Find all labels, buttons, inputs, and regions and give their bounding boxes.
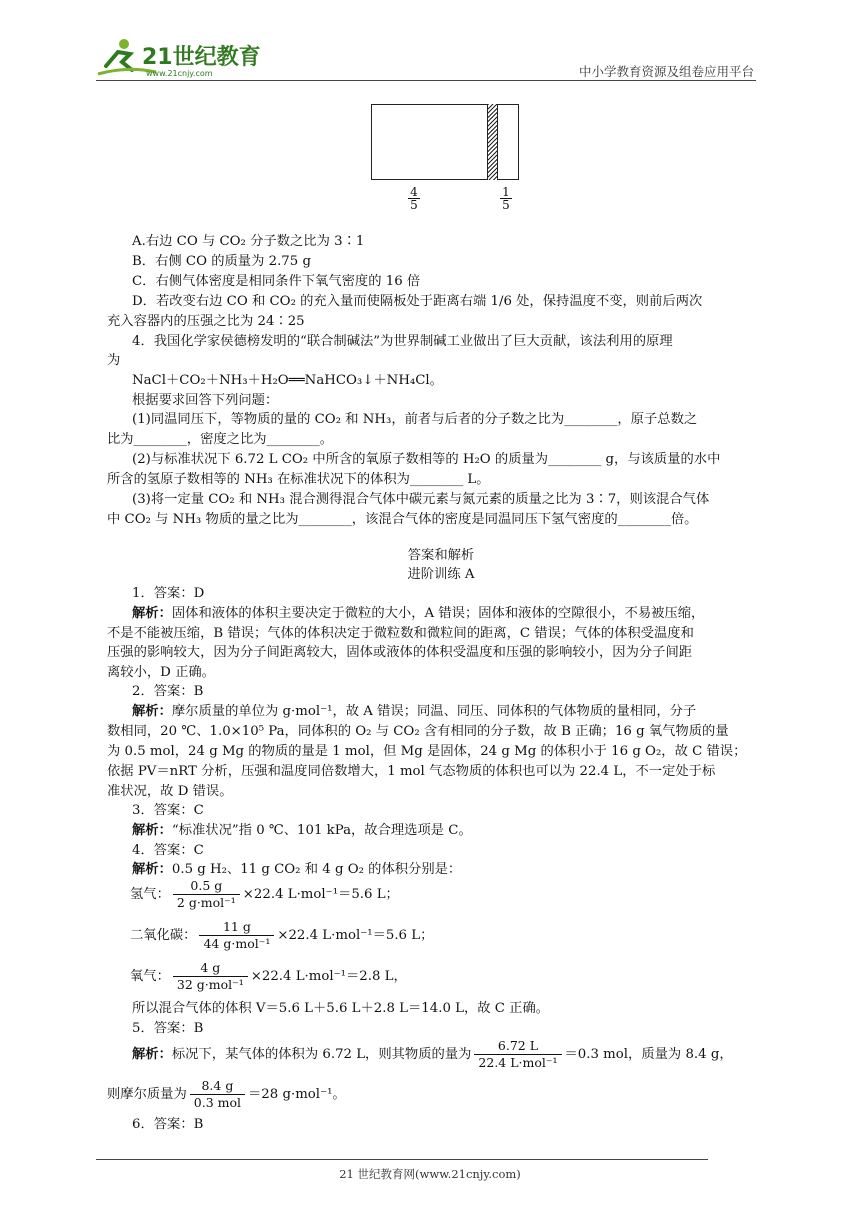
explain-5-l2: 则摩尔质量为 8.4 g 0.3 mol ＝28 g·mol⁻¹。 [107, 1078, 346, 1110]
option-b: B．右侧 CO 的质量为 2.75 g [132, 254, 311, 269]
partition-plate [487, 104, 498, 180]
option-d-cont: 充入容器内的压强之比为 24∶25 [107, 314, 305, 329]
option-c: C．右侧气体密度是相同条件下氧气密度的 16 倍 [132, 274, 421, 289]
formula-hydrogen: 氢气： 0.5 g 2 g·mol⁻¹ ×22.4 L·mol⁻¹＝5.6 L； [130, 878, 399, 910]
q4-part3: (3)将一定量 CO₂ 和 NH₃ 混合测得混合气体中碳元素与氮元素的质量之比为 3∶7，则该混合气体 [132, 492, 710, 507]
q4-stem: 4．我国化学家侯德榜发明的“联合制碱法”为世界制碱工业做出了巨大贡献，该法利用的原理 [132, 334, 673, 349]
q4-part1-cont: 比为________，密度之比为________。 [107, 432, 334, 447]
logo [96, 36, 266, 80]
answer-5: 5．答案：B [132, 1021, 204, 1036]
option-d: D．若改变右边 CO 和 CO₂ 的充入量而使隔板处于距离右端 1/6 处，保持温度不变，则前后两次 [132, 294, 703, 309]
explain-4: 解析：0.5 g H₂、11 g CO₂ 和 4 g O₂ 的体积分别是： [132, 862, 462, 877]
answer-6: 6．答案：B [132, 1117, 204, 1132]
explain-4-sum: 所以混合气体的体积 V＝5.6 L＋5.6 L＋2.8 L＝14.0 L，故 C 正确。 [132, 1001, 550, 1016]
answer-1: 1．答案：D [132, 586, 205, 601]
explain-2-l2: 数相同，20 ℃、1.0×10⁵ Pa，同体积的 O₂ 与 CO₂ 含有相同的分子数，故 B 正确；16 g 氧气物质的量 [107, 724, 729, 739]
left-fraction-label: $\frac{4}{5}$ [408, 186, 420, 211]
explain-2-l3: 为 0.5 mol，24 g Mg 的物质的量是 1 mol，但 Mg 是固体，24 g Mg 的体积小于 16 g O₂，故 C 错误； [107, 744, 747, 759]
explain-1-l2: 不是不能被压缩，B 错误；气体的体积决定于微粒数和微粒间的距离，C 错误；气体的体积受温度和 [107, 626, 694, 641]
footer-text: 21 世纪教育网(www.21cnjy.com) [339, 1167, 521, 1181]
q4-equation: NaCl＋CO₂＋NH₃＋H₂O══NaHCO₃↓＋NH₄Cl。 [132, 373, 443, 388]
q4-part1: (1)同温同压下，等物质的量的 CO₂ 和 NH₃，前者与后者的分子数之比为________，原子总数之 [132, 412, 698, 427]
runner-logo-icon [96, 36, 266, 80]
explain-1-l3: 压强的影响较大，因为分子间距离较大，固体或液体的体积受温度和压强的影响较小，因为分子间距 [107, 645, 693, 660]
logo-text: 21世纪教育 [142, 45, 261, 70]
explain-3: 解析：“标准状况”指 0 ℃、101 kPa，故合理选项是 C。 [132, 823, 472, 838]
q4-part2: (2)与标准状况下 6.72 L CO₂ 中所含的氧原子数相等的 H₂O 的质量为________ g，与该质量的水中 [132, 452, 721, 467]
header-platform-text: 中小学教育资源及组卷应用平台 [578, 64, 754, 79]
q4-stem-cont: 为 [107, 353, 121, 368]
explain-2-l5: 准状况，故 D 错误。 [107, 784, 233, 799]
explain-1-l4: 离较小，D 正确。 [107, 665, 215, 680]
answers-subtitle: 进阶训练 A [407, 567, 475, 582]
formula-co2: 二氧化碳： 11 g 44 g·mol⁻¹ ×22.4 L·mol⁻¹＝5.6 L； [130, 919, 434, 951]
formula-oxygen: 氧气： 4 g 32 g·mol⁻¹ ×22.4 L·mol⁻¹＝2.8 L， [130, 960, 407, 992]
footer-divider [96, 1159, 708, 1160]
logo-url: www.21cnjy.com [146, 69, 213, 78]
explain-2-l4: 依据 PV＝nRT 分析，压强和温度同倍数增大，1 mol 气态物质的体积也可以为 22.4 L，不一定处于标 [107, 764, 716, 779]
option-a: A.右边 CO 与 CO₂ 分子数之比为 3∶1 [132, 234, 365, 249]
header-divider [96, 80, 756, 81]
answer-2: 2．答案：B [132, 684, 204, 699]
explain-5: 解析：标况下，某气体的体积为 6.72 L，则其物质的量为 6.72 L 22.4 L·mol⁻¹ ＝0.3 mol，质量为 8.4 g， [132, 1038, 733, 1070]
answer-4: 4．答案：C [132, 843, 204, 858]
right-fraction-label: $\frac{1}{5}$ [500, 186, 512, 211]
answer-3: 3．答案：C [132, 803, 204, 818]
explain-1: 解析：固体和液体的体积主要决定于微粒的大小，A 错误；固体和液体的空隙很小，不易被压缩， [132, 606, 705, 621]
explain-2: 解析：摩尔质量的单位为 g·mol⁻¹，故 A 错误；同温、同压、同体积的气体物质的量相同，分子 [132, 704, 697, 719]
q4-instruction: 根据要求回答下列问题： [132, 393, 279, 408]
answers-title: 答案和解析 [407, 548, 475, 563]
q4-part3-cont: 中 CO₂ 与 NH₃ 物质的量之比为________，该混合气体的密度是同温同压下氢气密度的________倍。 [107, 512, 698, 527]
q4-part2-cont: 所含的氢原子数相等的 NH₃ 在标准状况下的体积为________ L。 [107, 472, 490, 487]
